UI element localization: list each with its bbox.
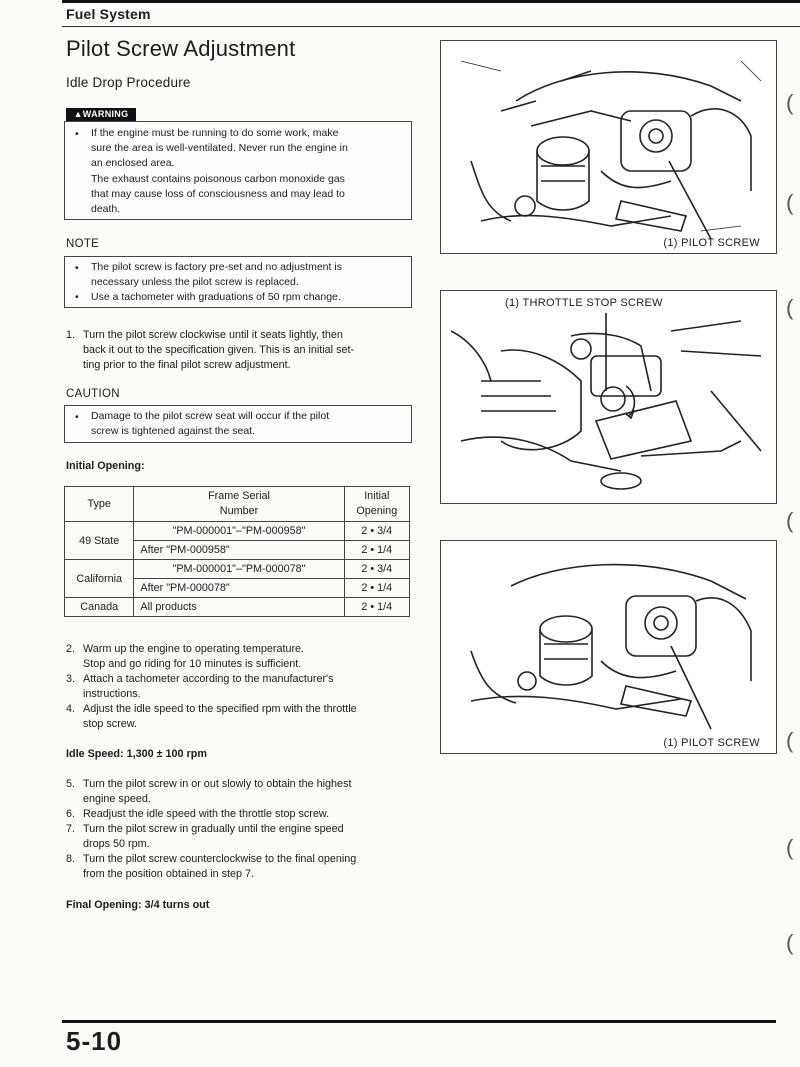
header-frame-line: Frame Serial — [208, 490, 270, 502]
bullet-icon: • — [75, 291, 79, 303]
binder-hole-icon: ( — [786, 90, 794, 115]
figure-caption: (1) THROTTLE STOP SCREW — [505, 297, 663, 309]
type-cell: Canada — [65, 598, 134, 617]
warning-badge: ▲WARNING — [66, 108, 136, 121]
step-6 — [66, 807, 412, 822]
step-2 — [66, 642, 412, 672]
bottom-rule — [62, 1020, 776, 1023]
engine-illustration — [441, 291, 776, 503]
step-line: Turn the pilot screw counterclockwise to the final opening — [83, 853, 357, 865]
steps-5-8 — [66, 777, 412, 882]
binder-hole-icon: ( — [786, 835, 794, 860]
note-label: NOTE — [66, 238, 100, 250]
step-number: 3. — [66, 673, 76, 685]
step-1 — [66, 328, 412, 373]
warning-line: sure the area is well-ventilated. Never run the engine in — [91, 142, 348, 155]
step-line: Stop and go riding for 10 minutes is sufficient. — [83, 658, 302, 670]
step-7 — [66, 822, 412, 852]
step-number: 2. — [66, 643, 76, 655]
figure-caption: (1) PILOT SCREW — [663, 737, 760, 749]
table-row — [65, 560, 410, 579]
step-line: Adjust the idle speed to the specified rpm with the throttle — [83, 703, 357, 715]
header-opening-line: Opening — [356, 505, 398, 517]
opening-cell: 2 • 1/4 — [344, 579, 409, 598]
warning-line: an enclosed area. — [91, 157, 175, 170]
top-rule — [62, 0, 800, 3]
steps-2-4 — [66, 642, 412, 732]
opening-cell: 2 • 1/4 — [344, 598, 409, 617]
bullet-icon: • — [75, 128, 79, 140]
step-line: engine speed. — [83, 793, 151, 805]
step-8 — [66, 852, 412, 882]
header-frame — [134, 487, 344, 522]
figure-pilot-screw-2 — [440, 540, 777, 754]
bullet-icon: • — [75, 262, 79, 274]
caution-box — [64, 405, 412, 443]
step-number: 7. — [66, 823, 76, 835]
binder-hole-icon: ( — [786, 728, 794, 753]
step-line: Warm up the engine to operating temperature. — [83, 643, 305, 655]
note-line: Use a tachometer with graduations of 50 rpm change. — [91, 291, 341, 304]
page-title: Pilot Screw Adjustment — [66, 36, 296, 61]
note-line: The pilot screw is factory pre-set and no adjustment is — [91, 261, 342, 273]
table-header-row — [65, 487, 410, 522]
step-line: back it out to the specification given. This is an initial set- — [83, 344, 355, 356]
figure-caption: (1) PILOT SCREW — [663, 237, 760, 249]
bullet-icon: • — [75, 411, 79, 423]
opening-cell: 2 • 1/4 — [344, 541, 409, 560]
step-line: ting prior to the final pilot screw adjustment. — [83, 359, 291, 371]
step-line: stop screw. — [83, 718, 138, 730]
binder-hole-icon: ( — [786, 190, 794, 215]
frame-cell: After "PM-000078" — [134, 579, 344, 598]
warning-line: that may cause loss of consciousness and may lead to — [91, 187, 345, 200]
step-line: Turn the pilot screw clockwise until it seats lightly, then — [83, 329, 343, 341]
type-cell: 49 State — [65, 522, 134, 560]
warning-line: death. — [91, 203, 121, 216]
section-header: Fuel System — [66, 6, 151, 22]
initial-opening-table — [64, 486, 410, 617]
caution-label: CAUTION — [66, 388, 120, 400]
step-3 — [66, 672, 412, 702]
step-number: 8. — [66, 853, 76, 865]
type-cell: California — [65, 560, 134, 598]
step-line: Attach a tachometer according to the manufacturer's — [83, 673, 334, 685]
step-line: Readjust the idle speed with the throttle stop screw. — [83, 808, 330, 820]
engine-illustration — [441, 541, 776, 753]
initial-opening-label: Initial Opening: — [66, 460, 145, 472]
header-type: Type — [65, 487, 134, 522]
frame-cell: All products — [134, 598, 344, 617]
step-line: from the position obtained in step 7. — [83, 868, 255, 880]
step-line: Turn the pilot screw in gradually until the engine speed — [83, 823, 344, 835]
frame-cell: "PM-000001"–"PM-000958" — [134, 522, 344, 541]
caution-line: screw is tightened against the seat. — [91, 425, 256, 438]
header-opening-line: Initial — [364, 490, 390, 502]
warning-box — [64, 121, 412, 220]
table-row — [65, 598, 410, 617]
binder-hole-icon: ( — [786, 930, 794, 955]
caution-line: Damage to the pilot screw seat will occur if the pilot — [91, 410, 330, 422]
step-line: drops 50 rpm. — [83, 838, 150, 850]
page-subtitle: Idle Drop Procedure — [66, 75, 191, 90]
binder-hole-icon: ( — [786, 295, 794, 320]
figure-pilot-screw-1 — [440, 40, 777, 254]
step-5 — [66, 777, 412, 807]
section-rule — [62, 26, 800, 27]
opening-cell: 2 • 3/4 — [344, 522, 409, 541]
step-line: instructions. — [83, 688, 141, 700]
page-number: 5-10 — [66, 1026, 123, 1056]
step-4 — [66, 702, 412, 732]
binder-hole-icon: ( — [786, 508, 794, 533]
engine-illustration — [441, 41, 776, 253]
idle-speed-spec: Idle Speed: 1,300 ± 100 rpm — [66, 748, 207, 760]
note-line: necessary unless the pilot screw is replaced. — [91, 276, 299, 289]
note-box — [64, 256, 412, 308]
table-row — [65, 522, 410, 541]
step-number: 6. — [66, 808, 76, 820]
header-frame-line: Number — [219, 505, 259, 517]
step-number: 1. — [66, 329, 76, 341]
opening-cell: 2 • 3/4 — [344, 560, 409, 579]
step-number: 4. — [66, 703, 76, 715]
step-number: 5. — [66, 778, 76, 790]
frame-cell: "PM-000001"–"PM-000078" — [134, 560, 344, 579]
warning-line: The exhaust contains poisonous carbon monoxide gas — [91, 172, 345, 185]
figure-throttle-stop-screw — [440, 290, 777, 504]
step-line: Turn the pilot screw in or out slowly to obtain the highest — [83, 778, 352, 790]
warning-line: If the engine must be running to do some work, make — [91, 127, 339, 139]
frame-cell: After "PM-000958" — [134, 541, 344, 560]
header-opening — [344, 487, 409, 522]
final-opening-spec: Final Opening: 3/4 turns out — [66, 899, 210, 911]
